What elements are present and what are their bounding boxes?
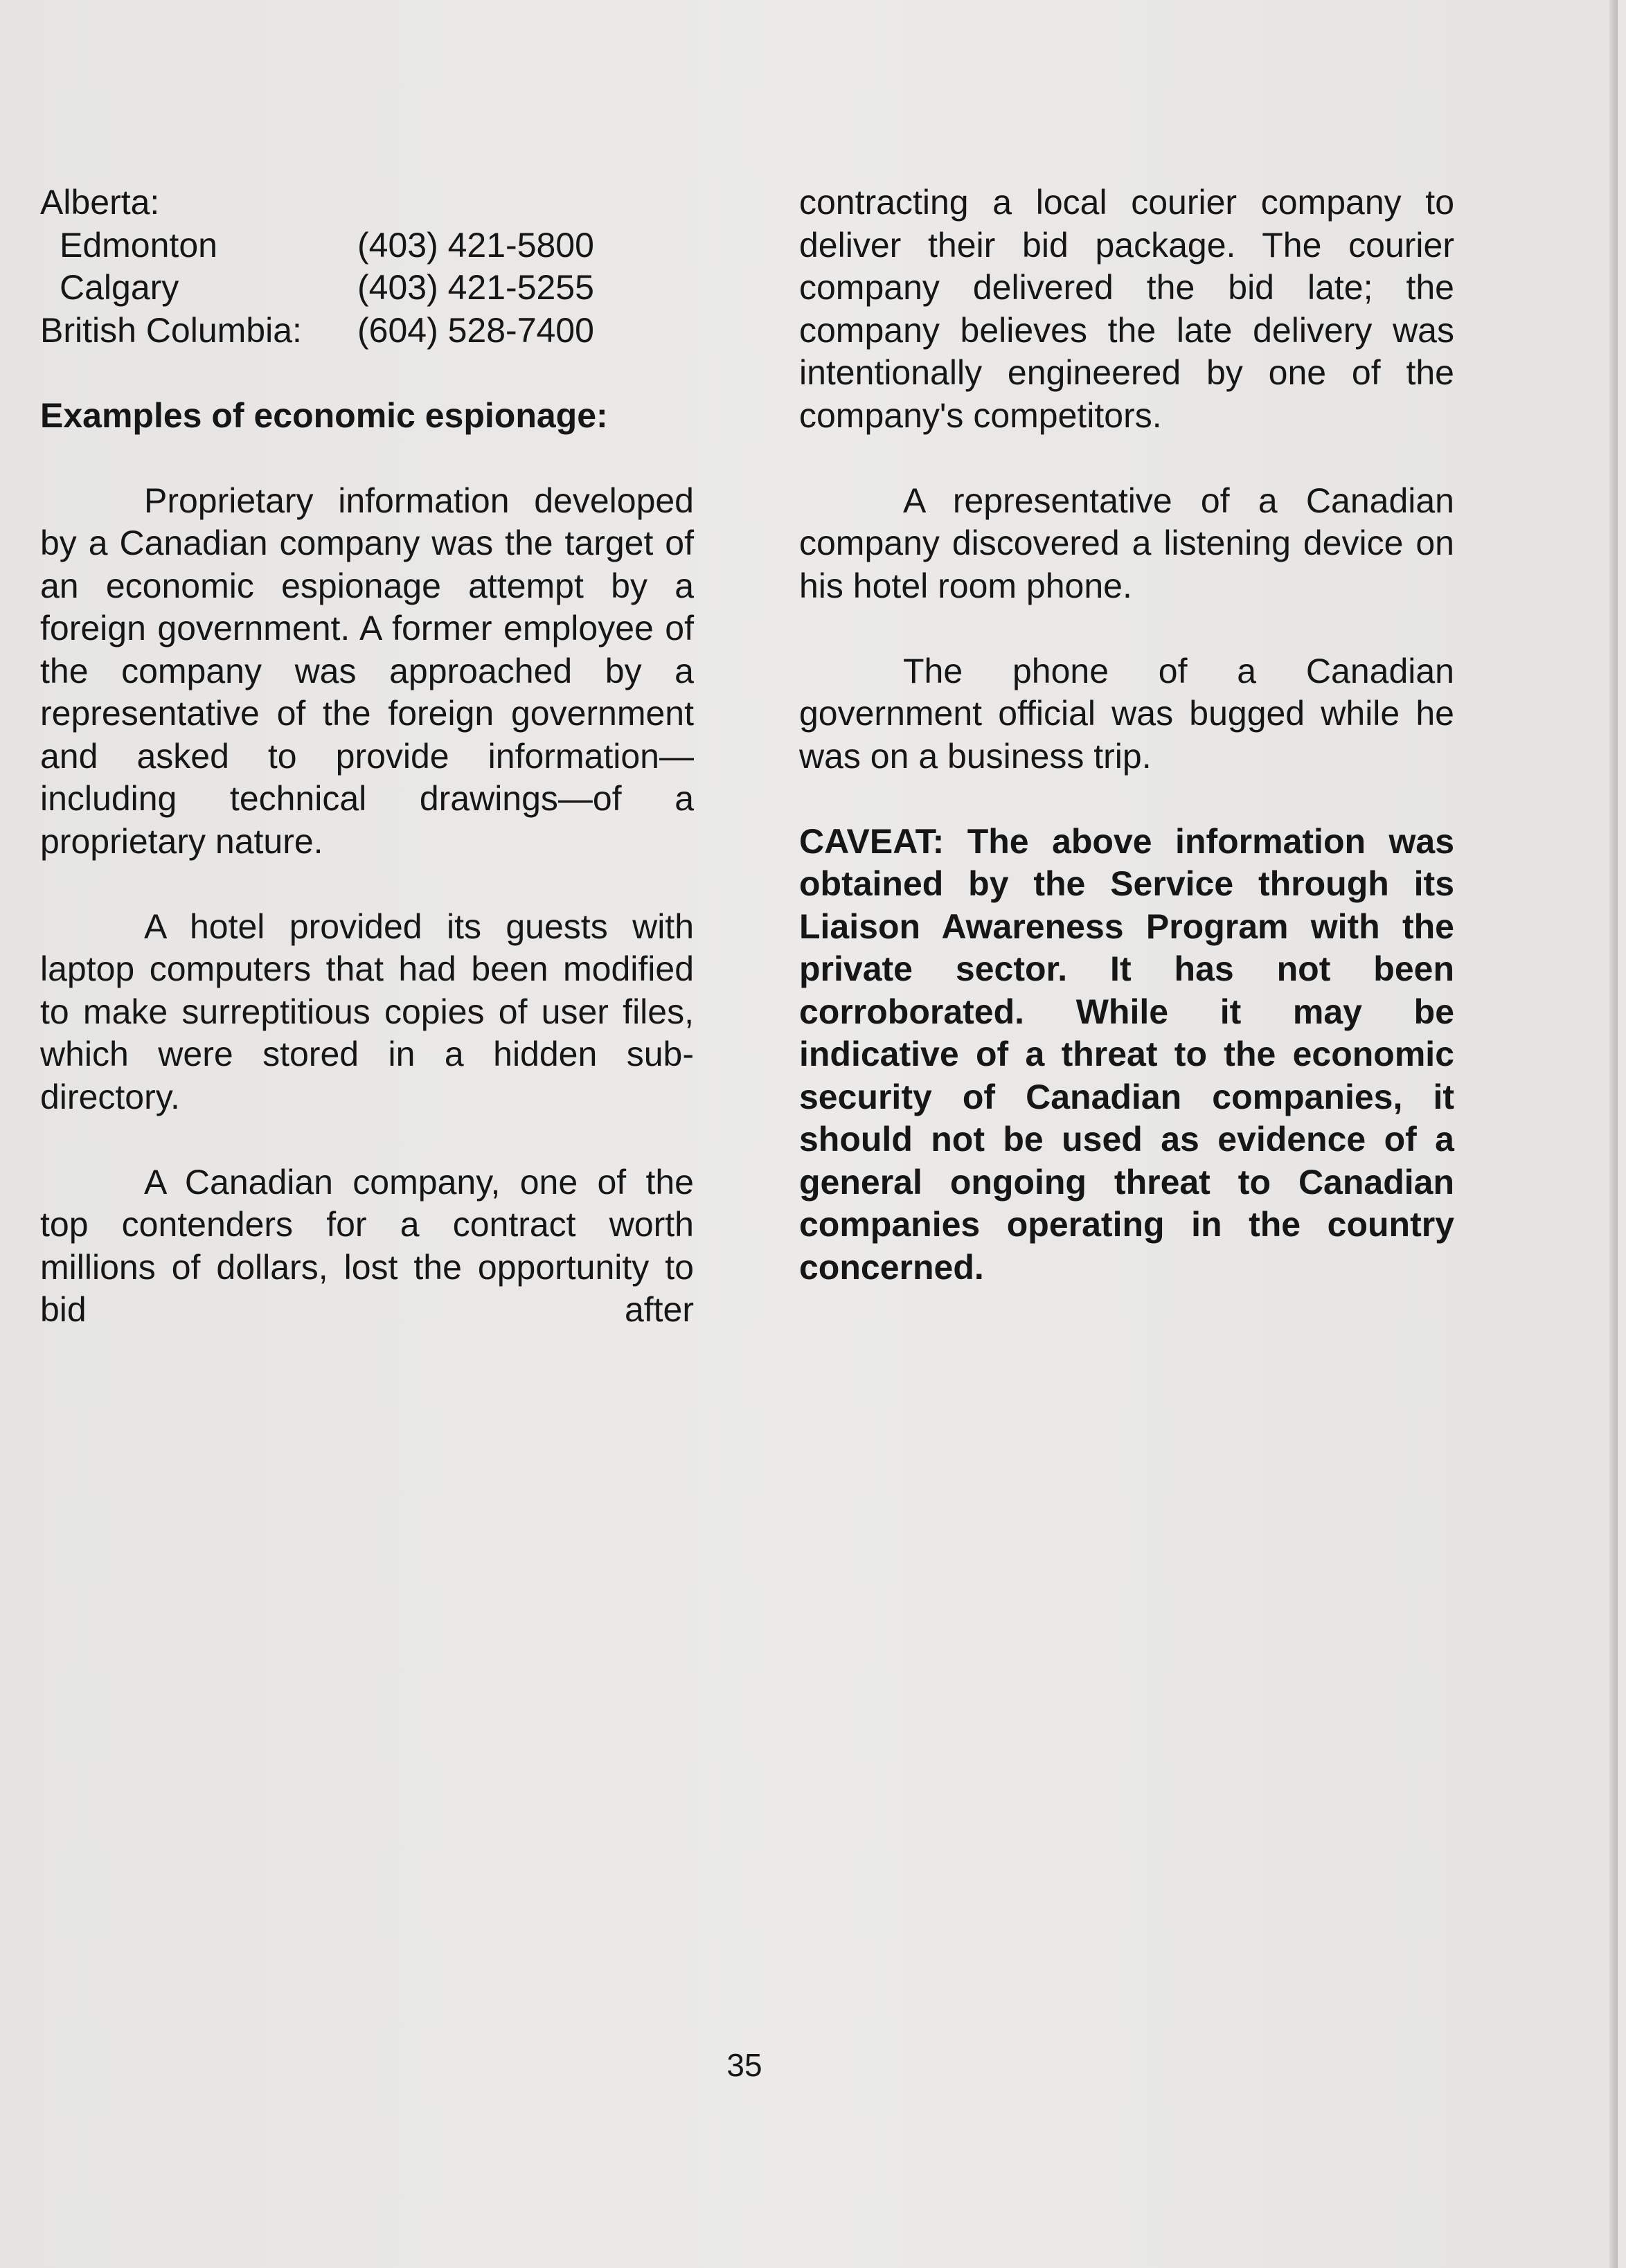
calgary-phone: (403) 421-5255 (357, 268, 594, 307)
contact-row-bc (40, 310, 694, 352)
alberta-label: Alberta: (40, 183, 160, 222)
right-column (799, 181, 1454, 1289)
example-paragraph-3-continued: contracting a local courier company to deliver their bid package. The courier company delivered the bid late; the company believes the late delivery was intentionally engineered by one of the company's competitors. (799, 183, 1454, 435)
left-column (40, 181, 694, 1332)
contact-row-calgary (40, 267, 694, 310)
page-number: 35 (726, 2047, 762, 2083)
edmonton-phone: (403) 421-5800 (357, 225, 594, 265)
contact-row-edmonton (40, 224, 694, 267)
example-paragraph-3: A Canadian company, one of the top contenders for a contract worth millions of dollars, lost the opportunity to bid after (40, 1162, 694, 1329)
examples-heading: Examples of economic espionage: (40, 395, 608, 435)
contact-heading-alberta (40, 181, 694, 224)
example-paragraph-2: A hotel provided its guests with laptop computers that had been modified to make surreptitious copies of user files, which were stored in a hidden sub-directory. (40, 907, 694, 1116)
bc-phone: (604) 528-7400 (357, 310, 594, 350)
calgary-label: Calgary (60, 268, 179, 307)
page-edge (1609, 0, 1618, 2268)
caveat-paragraph: CAVEAT: The above information was obtained by the Service through its Liaison Awareness Program with the private sector. It has not been corroborated. While it may be indicative of a threat to the economic security of Canadian companies, it should not be used as evidence of a general ongoing threat to Canadian companies operating in the country concerned. (799, 821, 1454, 1287)
contacts-block (40, 181, 694, 352)
example-paragraph-1: Proprietary information developed by a Canadian company was the target of an economic espionage attempt by a foreign government. A former employee of the company was approached by a representative of the foreign government and asked to provide information—including technical drawings—of a proprietary nature. (40, 481, 694, 861)
example-paragraph-4: A representative of a Canadian company discovered a listening device on his hotel room phone. (799, 481, 1454, 605)
example-paragraph-5: The phone of a Canadian government official was bugged while he was on a business trip. (799, 651, 1454, 776)
edmonton-label: Edmonton (60, 225, 217, 265)
bc-label: British Columbia: (40, 310, 302, 350)
